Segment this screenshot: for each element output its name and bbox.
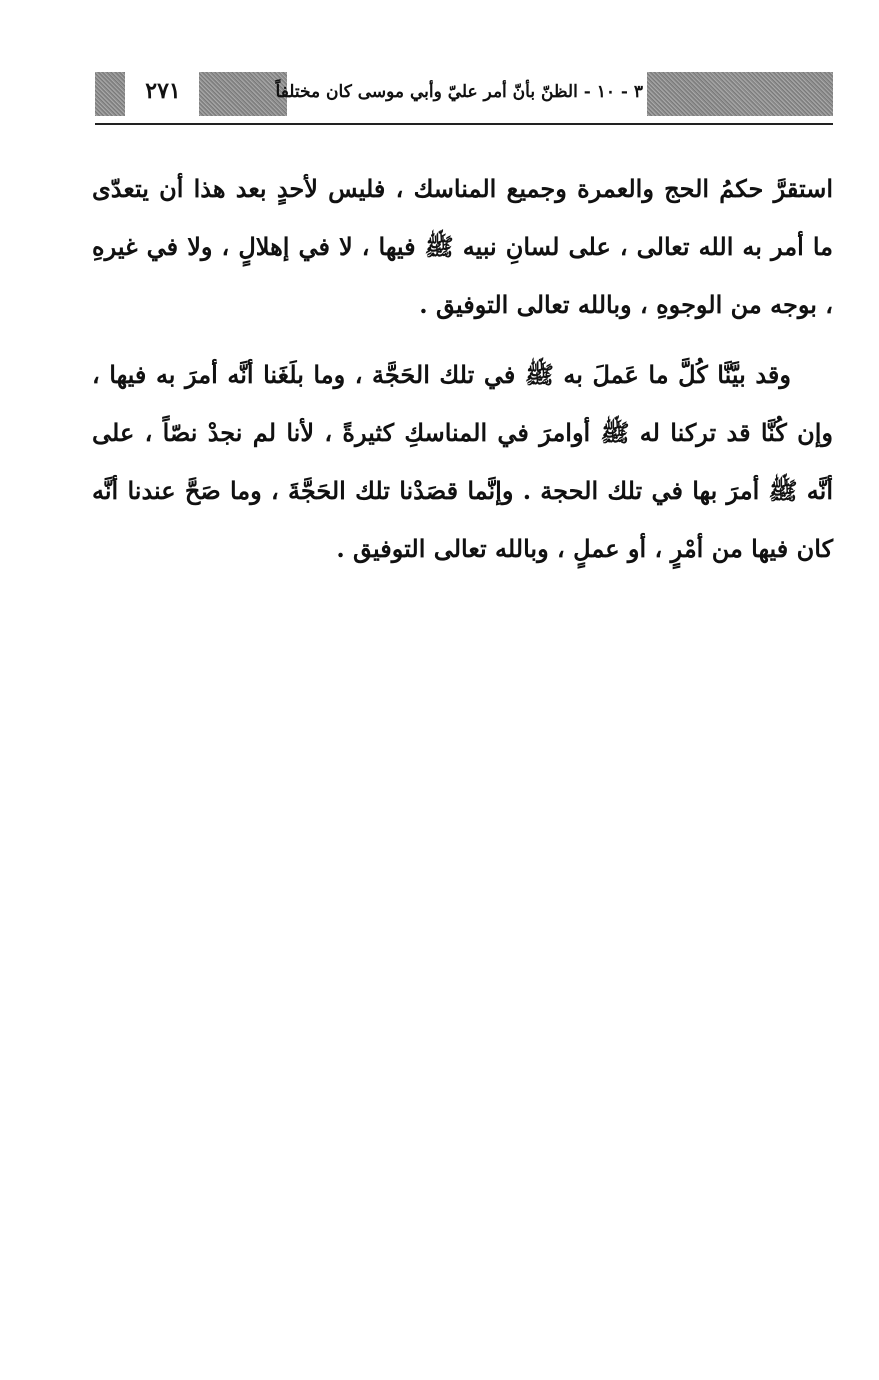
- header-ornament-left: [95, 72, 125, 116]
- header-rule: [95, 123, 833, 125]
- page-number: ٢٧١: [145, 78, 181, 104]
- page-header: [95, 64, 833, 126]
- paragraph-continuation: استقرَّ حكمُ الحج والعمرة وجميع المناسك ، فليس لأحدٍ بعد هذا أن يتعدّى ما أمر به الله تعالى ، على لسانِ نبيه ﷺ فيها ، لا في إهلالٍ ، ولا في غيرهِ ، بوجه من الوجوهِ ، وبالله تعالى التوفيق .: [92, 174, 833, 319]
- header-ornament-middle: [199, 72, 287, 116]
- paragraph-main: وقد بيَّنَّا كُلَّ ما عَملَ به ﷺ في تلك الحَجَّة ، وما بلَغَنا أنَّه أمرَ به فيها ، وإن كُنَّا قد تركنا له ﷺ أوامرَ في المناسكِ كثيرةً ، لأنا لم نجدْ نصّاً ، على أنَّه ﷺ أمرَ بها في تلك الحجة . وإنَّما قصَدْنا تلك الحَجَّةَ ، وما صَحَّ عندنا أنَّه كان فيها من أمْرٍ ، أو عملٍ ، وبالله تعالى التوفيق .: [92, 360, 833, 563]
- header-ornament-right: [647, 72, 833, 116]
- page-body: [92, 160, 833, 590]
- running-title: ٣ - ١٠ - الظنّ بأنّ أمر عليّ وأبي موسى كان مختلفاً: [275, 82, 643, 102]
